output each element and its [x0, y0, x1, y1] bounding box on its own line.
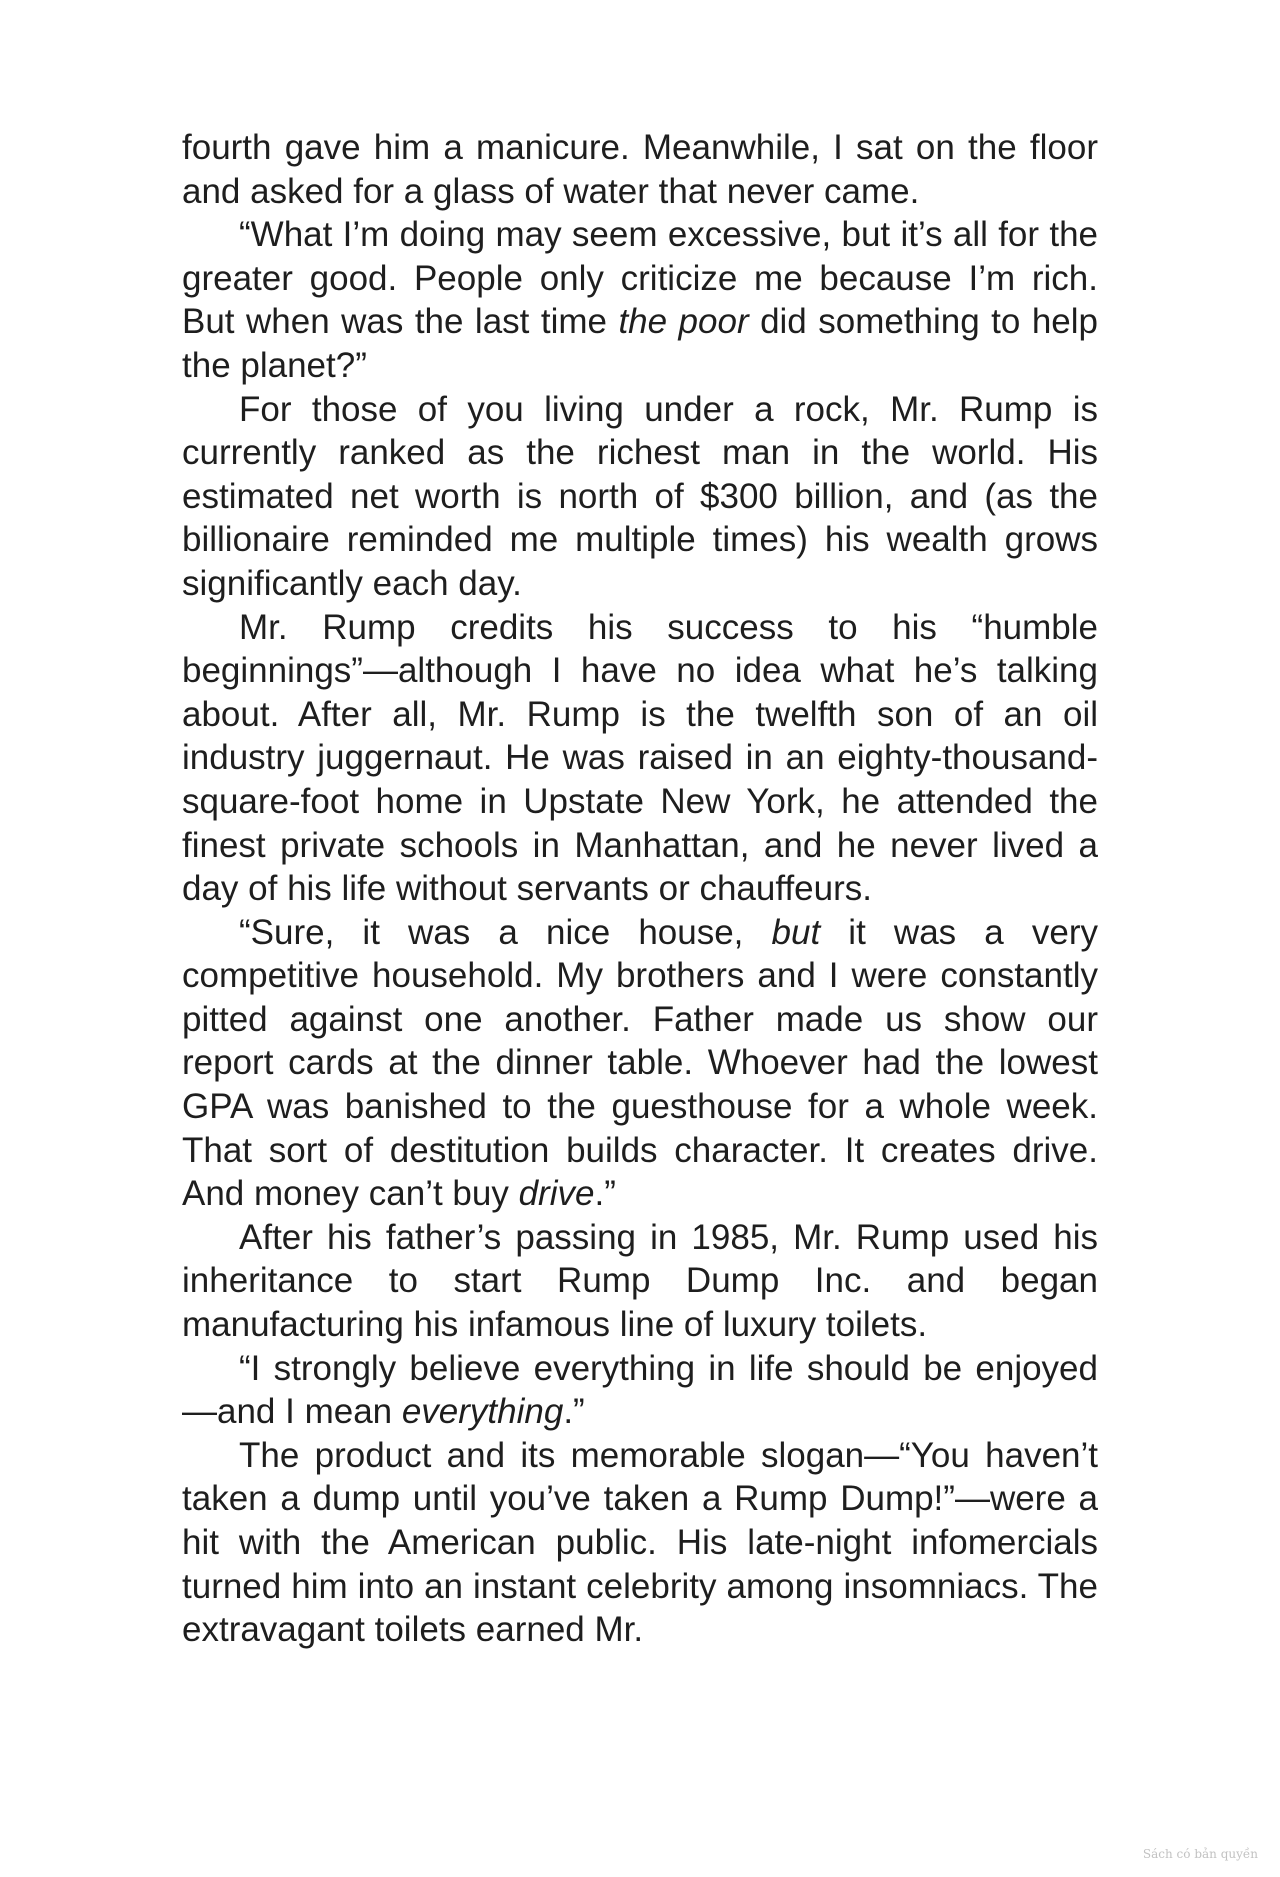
- copyright-watermark: Sách có bản quyền: [1142, 1847, 1258, 1861]
- text-run: For those of you living under a rock, Mr. Rump is currently ranked as the richest man in the world. His estimated net worth is north of $300 billion, and (as the billionaire reminded me multiple times) his wealth grows significantly each day.: [182, 389, 1098, 603]
- paragraph: [182, 126, 1098, 213]
- page-body: [182, 126, 1098, 1652]
- paragraph: [182, 1216, 1098, 1347]
- text-run: did something to help the planet?”: [182, 302, 1098, 385]
- paragraph: [182, 213, 1098, 387]
- text-run: “What I’m doing may seem excessive, but it’s all for the greater good. People only criticize me because I’m rich. But when was the last time: [182, 215, 1098, 342]
- text-run: After his father’s passing in 1985, Mr. Rump used his inheritance to start Rump Dump Inc. and began manufacturing his infamous line of luxury toilets.: [182, 1217, 1098, 1345]
- paragraph: [182, 388, 1098, 606]
- text-run: “I strongly believe everything in life should be enjoyed—and I mean: [182, 1348, 1098, 1432]
- text-run: “Sure, it was a nice house,: [239, 912, 772, 952]
- italic-run: drive: [518, 1174, 595, 1214]
- italic-run: but: [771, 912, 821, 952]
- paragraph: [182, 606, 1098, 911]
- text-run: Mr. Rump credits his success to his “humble beginnings”—although I have no idea what he’s talking about. After all, Mr. Rump is the twelfth son of an oil industry juggernaut. He was raised in an eighty-thousand-square-foot home in Upstate New York, he attended the finest private schools in Manhattan, and he never lived a day of his life without servants or chauffeurs.: [182, 607, 1098, 909]
- text-run: The product and its memorable slogan—“You haven’t taken a dump until you’ve taken a Rump Dump!”—were a hit with the American public. His late-night infomercials turned him into an instant celebrity among insomniacs. The extravagant toilets earned Mr.: [182, 1435, 1098, 1650]
- italic-run: the poor: [618, 302, 749, 342]
- paragraph: [182, 911, 1098, 1216]
- text-run: it was a very competitive household. My brothers and I were constantly pitted against one another. Father made us show our report cards at the dinner table. Whoever had the lowest GPA was banished to the guesthouse for a whole week. That sort of destitution builds character. It creates drive. And money can’t buy: [182, 912, 1098, 1214]
- italic-run: everything: [401, 1392, 564, 1432]
- paragraph: [182, 1347, 1098, 1434]
- text-run: .”: [594, 1174, 616, 1214]
- text-run: .”: [563, 1392, 585, 1432]
- paragraph: [182, 1434, 1098, 1652]
- text-run: fourth gave him a manicure. Meanwhile, I sat on the floor and asked for a glass of water that never came.: [182, 128, 1098, 211]
